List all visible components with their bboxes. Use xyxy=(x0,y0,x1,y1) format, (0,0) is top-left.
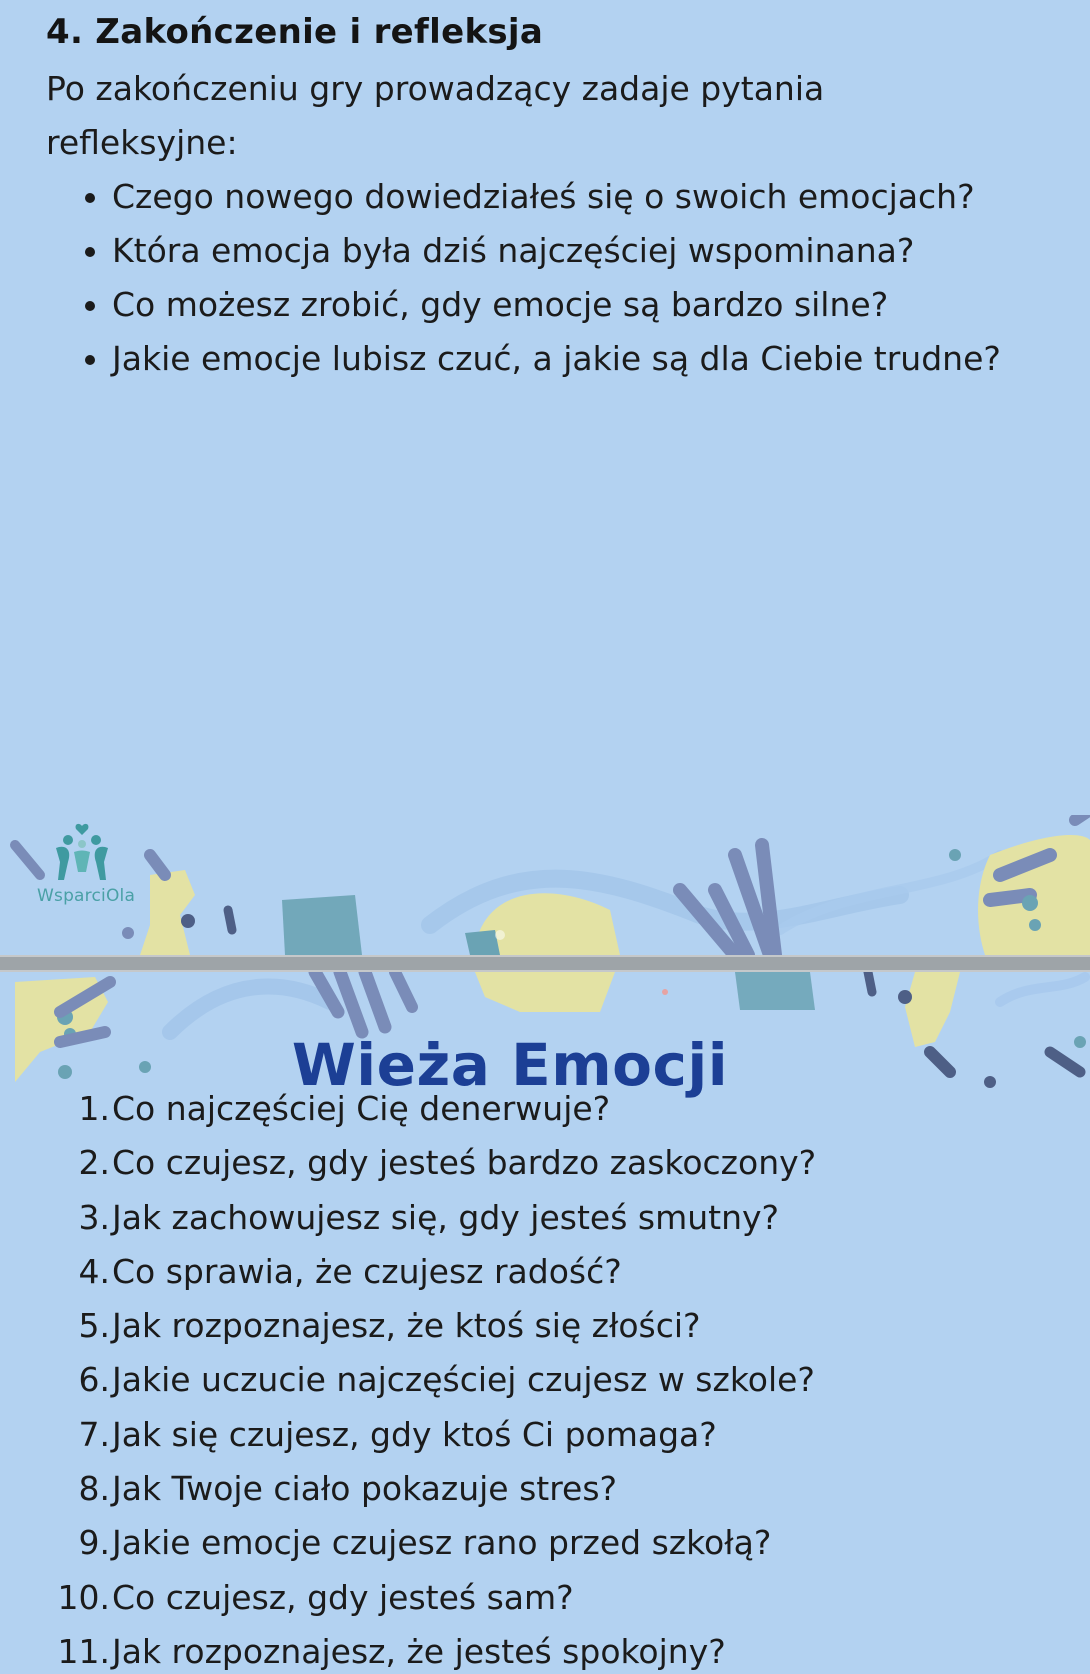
document-page-2 xyxy=(0,972,1090,1674)
logo-text: WsparciOla xyxy=(37,886,136,906)
question-text: Co sprawia, że czujesz radość? xyxy=(112,1251,622,1291)
footer-decoration xyxy=(0,815,1090,955)
question-text: Jak zachowujesz się, gdy jesteś smutny? xyxy=(112,1197,780,1237)
question-number: 10. xyxy=(57,1577,110,1617)
list-item: • Co możesz zrobić, gdy emocje są bardzo silne? xyxy=(112,278,1090,332)
reflection-questions-list xyxy=(46,170,1090,386)
page-title: Wieża Emocji xyxy=(291,1031,729,1099)
list-item xyxy=(0,1625,1000,1674)
section-intro: Po zakończeniu gry prowadzący zadaje pytania refleksyjne: xyxy=(46,69,825,162)
wsparciola-logo-icon xyxy=(46,822,118,884)
questions-list xyxy=(0,1082,1000,1674)
list-item xyxy=(0,1136,1000,1190)
question-number: 4. xyxy=(78,1251,110,1291)
question-text: Jakie emocje czujesz rano przed szkołą? xyxy=(112,1523,772,1563)
list-item: • Jakie emocje lubisz czuć, a jakie są dla Ciebie trudne? xyxy=(112,332,1090,386)
question-number: 3. xyxy=(78,1197,110,1237)
list-item xyxy=(0,1353,1000,1407)
question-text: Jak rozpoznajesz, że jesteś spokojny? xyxy=(112,1631,726,1671)
question-number: 5. xyxy=(78,1306,110,1346)
list-item: • Czego nowego dowiedziałeś się o swoich emocjach? xyxy=(112,170,1090,224)
section-heading: 4. Zakończenie i refleksja xyxy=(46,12,544,52)
question-number: 2. xyxy=(78,1143,110,1183)
list-item xyxy=(0,1462,1000,1516)
list-item xyxy=(0,1571,1000,1625)
list-item xyxy=(0,1082,1000,1136)
question-text: Jakie uczucie najczęściej czujesz w szkole? xyxy=(112,1360,815,1400)
list-item xyxy=(0,1245,1000,1299)
list-item xyxy=(0,1516,1000,1570)
list-item: • Która emocja była dziś najczęściej wspominana? xyxy=(112,224,1090,278)
question-number: 7. xyxy=(78,1414,110,1454)
question-number: 1. xyxy=(78,1089,110,1128)
list-item xyxy=(0,1408,1000,1462)
question-text: Co czujesz, gdy jesteś sam? xyxy=(112,1577,574,1617)
question-number: 9. xyxy=(78,1523,110,1563)
question-number: 6. xyxy=(78,1360,110,1400)
question-text: Co czujesz, gdy jesteś bardzo zaskoczony? xyxy=(112,1143,817,1183)
list-item xyxy=(0,1191,1000,1245)
list-item xyxy=(0,1299,1000,1353)
question-text: Jak rozpoznajesz, że ktoś się złości? xyxy=(112,1306,701,1346)
question-number: 11. xyxy=(57,1631,110,1671)
question-text: Co najczęściej Cię denerwuje? xyxy=(112,1089,611,1128)
question-text: Jak się czujesz, gdy ktoś Ci pomaga? xyxy=(112,1414,717,1454)
question-text: Jak Twoje ciało pokazuje stres? xyxy=(112,1469,618,1509)
question-number: 8. xyxy=(78,1469,110,1509)
page-divider xyxy=(0,955,1090,972)
